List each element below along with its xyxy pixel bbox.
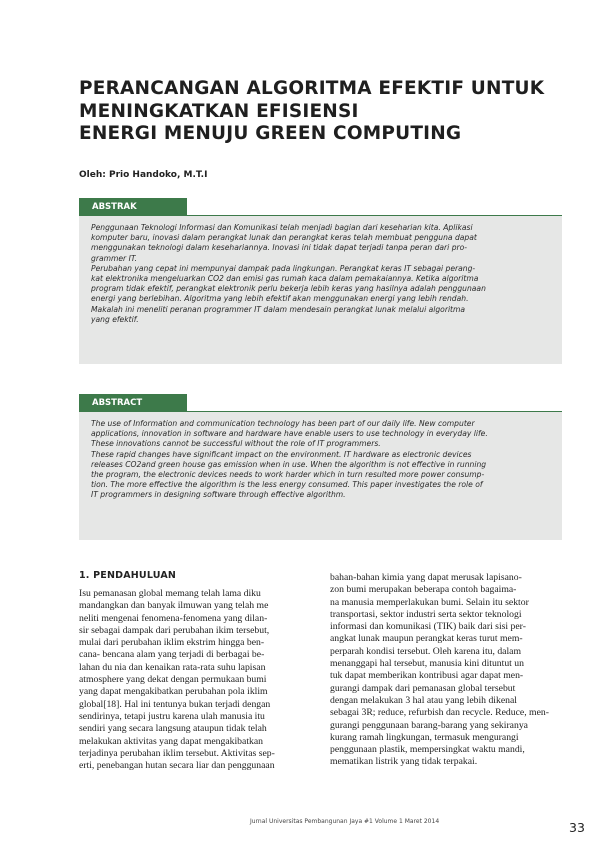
abstrak-line: Makalah ini meneliti peranan programmer IT dalam mendesain perangkat lunak melalui algoritma — [91, 304, 466, 314]
body-line: gurangi dampak dari pemanasan global tersebut — [330, 682, 516, 694]
body-line: global[18]. Hal ini tentunya bukan terjadi dengan — [79, 698, 271, 710]
body-line: Isu pemanasan global memang telah lama diku — [79, 588, 261, 599]
body-line: kurang ramah lingkungan, termasuk mengurangi — [330, 731, 519, 743]
abstrak-line: energi yang berlebihan. Algoritma yang lebih efektif akan menggunakan energi yang lebih rendah. — [91, 294, 469, 304]
paper-title — [79, 78, 579, 146]
abstrak-line: komputer baru, inovasi dalam perangkat lunak dan perangkat keras telah membuat pengguna dapat — [91, 233, 477, 243]
body-line: na manusia memperlakukan bumi. Selain itu sektor — [330, 596, 529, 608]
body-line: perparah kondisi tersebut. Oleh karena itu, dalam — [330, 645, 521, 657]
page-number: 33 — [569, 820, 585, 835]
abstract-line: tion. The more effective the algorithm is the less energy consumed. This paper investigates the role of — [91, 480, 483, 490]
abstract-line: These innovations cannot be successful without the role of IT programmers. — [91, 439, 381, 449]
title-line: PERANCANGAN ALGORITMA EFEKTIF UNTUK — [79, 78, 545, 99]
abstrak-text — [91, 223, 553, 325]
title-line: MENINGKATKAN EFISIENSI — [79, 100, 359, 122]
abstrak-line: program tidak efektif, perangkat elektronik perlu bekerja lebih keras yang hasilnya adalah penggunaan — [91, 284, 486, 294]
abstract-label: ABSTRACT — [79, 394, 187, 412]
body-line: atmosphere yang dekat dengan permukaan bumi — [79, 674, 267, 686]
body-line: gurangi penggunaan barang-barang yang sekiranya — [330, 719, 528, 731]
abstract-line: the program, the electronic devices needs to work harder which in turn resulted more power consump- — [91, 470, 485, 480]
body-line: menanggapi hal tersebut, manusia kini dituntut un — [330, 658, 524, 670]
body-line: erti, penebangan hutan secara liar dan penggunaan — [79, 760, 275, 772]
body-line: neliti mengenai fenomena-fenomena yang dilan- — [79, 612, 268, 624]
abstract-line: The use of Information and communication technology has been part of our daily life. New computer — [91, 419, 475, 428]
body-column-right — [330, 572, 561, 769]
author-line: Oleh: Prio Handoko, M.T.I — [79, 170, 208, 180]
abstrak-line: menggunakan teknologi dalam kesehariannya. Inovasi ini tidak dapat terjadi tanpa peran dari pro- — [91, 243, 468, 253]
abstrak-line: Penggunaan Teknologi Informasi dan Komunikasi telah menjadi bagian dari keseharian kita. Aplikasi — [91, 223, 473, 232]
abstract-line: releases CO2and green house gas emission when in use. When the algorithm is not effective in running — [91, 459, 487, 469]
body-line: dengan melakukan 3 hal atau yang lebih dikenal — [330, 694, 517, 706]
abstrak-line: grammer IT. — [91, 253, 137, 263]
body-line: sendirinya, tetapi justru karena ulah manusia itu — [79, 710, 265, 722]
body-line: sendiri yang secara langsung ataupun tidak telah — [79, 723, 267, 735]
body-line: bahan-bahan kimia yang dapat merusak lapisano- — [330, 572, 522, 583]
body-line: transportasi, sektor industri serta sektor teknologi — [330, 608, 522, 620]
body-line: terjadinya perubahan iklim tersebut. Aktivitas sep- — [79, 747, 275, 759]
body-line: informasi dan komunikasi (TIK) baik dari sisi per- — [330, 621, 526, 633]
abstract-text — [91, 419, 553, 501]
body-line: penggunaan plastik, mempersingkat waktu mandi, — [330, 744, 525, 756]
abstrak-line: Perubahan yang cepat ini mempunyai dampak pada lingkungan. Perangkat keras IT sebagai perang- — [91, 263, 476, 273]
body-line: sir sebagai dampak dari perubahan ikim tersebut, — [79, 624, 270, 636]
body-line: cana- bencana alam yang terjadi di berbagai be- — [79, 649, 265, 661]
abstrak-box — [79, 216, 562, 364]
body-line: mandangkan dan banyak ilmuwan yang telah me — [79, 600, 269, 612]
abstrak-label: ABSTRAK — [79, 198, 187, 216]
abstract-box — [79, 412, 562, 540]
abstrak-line: yang efektif. — [91, 314, 139, 324]
body-line: yang dapat mengakibatkan perubahan pola iklim — [79, 686, 268, 698]
abstract-line: IT programmers in designing software through effective algorithm. — [91, 490, 346, 500]
abstrak-line: kat elektronika mengeluarkan CO2 dan emisi gas rumah kaca dalam pemakaiannya. Ketika algoritma — [91, 274, 479, 284]
body-line: tuk dapat memberikan kontribusi agar dapat men- — [330, 670, 524, 682]
body-line: melakukan aktivitas yang dapat mengakibatkan — [79, 735, 264, 747]
body-line: lahan du nia dan kenaikan rata-rata suhu lapisan — [79, 661, 266, 673]
body-line: zon bumi merupakan beberapa contoh bagaima- — [330, 584, 517, 596]
abstract-line: These rapid changes have significant impact on the environment. IT hardware as electronic devices — [91, 449, 472, 459]
body-line: sebagai 3R; reduce, refurbish dan recycle. Reduce, men- — [330, 707, 549, 719]
body-line: angkat lunak maupun perangkat keras turut mem- — [330, 633, 523, 645]
section-heading: 1. PENDAHULUAN — [79, 570, 177, 581]
journal-footer: Jurnal Universitas Pembangunan Jaya #1 Volume 1 Maret 2014 — [250, 818, 440, 825]
title-line: ENERGI MENUJU GREEN COMPUTING — [79, 123, 462, 144]
body-line: mematikan listrik yang tidak terpakai. — [330, 756, 478, 768]
body-line: mulai dari perubahan iklim ekstrim hingga ben- — [79, 637, 265, 649]
abstract-line: applications, innovation in software and hardware have enable users to use technology in everyday life. — [91, 429, 488, 439]
body-column-left — [79, 588, 310, 772]
